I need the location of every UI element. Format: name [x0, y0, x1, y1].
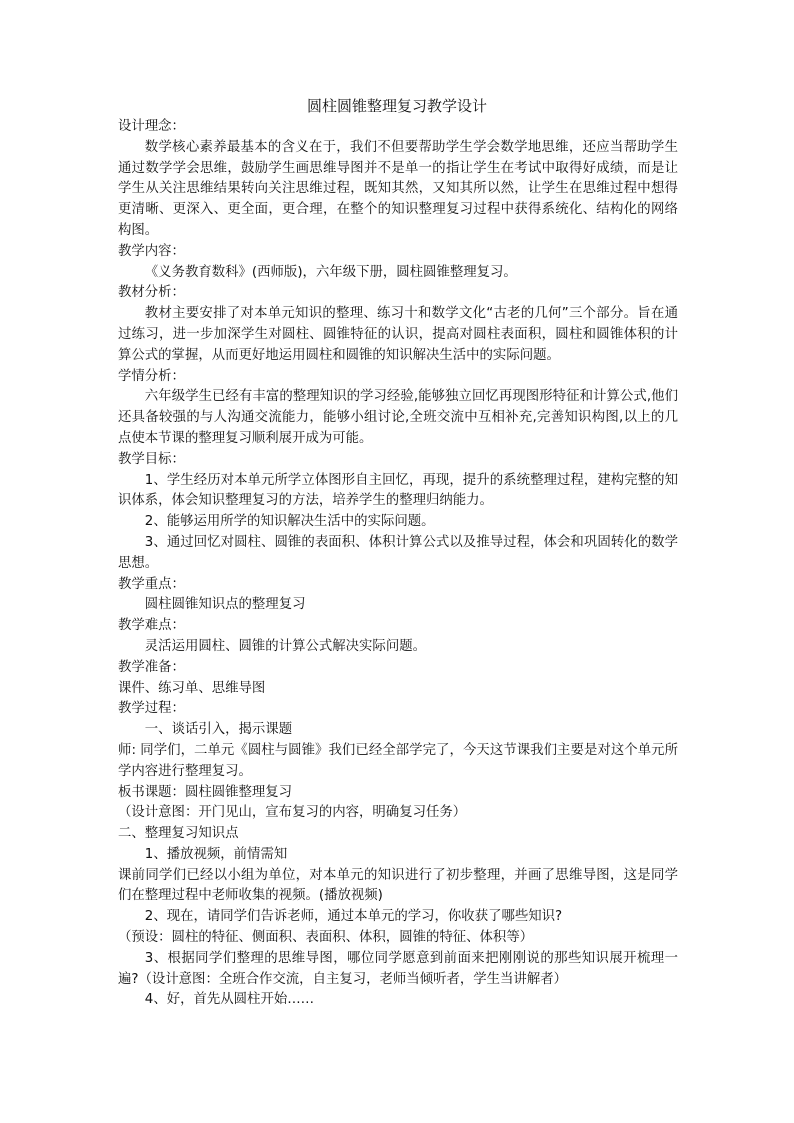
review-item-1: 1、播放视频，前情需知: [144, 846, 288, 862]
paragraph-key-points: 圆柱圆锥知识点的整理复习: [144, 597, 306, 613]
heading-key-points: 教学重点：: [118, 576, 185, 592]
paragraph-textbook-analysis: 教材主要安排了对本单元知识的整理、练习十和数学文化“古老的几何”三个部分。旨在通过练习，进一步加深学生对圆柱、圆锥特征的认识，提高对圆柱表面积，圆柱和圆锥体积的计算公式的掌握，从而更好地运用圆柱和圆锥的知识解决生活中的实际问题。: [118, 306, 678, 363]
heading-design-concept: 设计理念：: [118, 119, 185, 134]
review-item-3: 3、根据同学们整理的思维导图，哪位同学愿意到前面来把刚刚说的那些知识展开梳理一遍?（设计意图：全班合作交流，自主复习，老师当倾听者，学生当讲解者）: [118, 950, 678, 987]
paragraph-teacher-speech: 师: 同学们，二单元《圆柱与圆锥》我们已经全部学完了，今天这节课我们主要是对这个单元所学内容进行整理复习。: [118, 742, 678, 779]
document-title: 圆柱圆锥整理复习教学设计: [306, 97, 487, 115]
paragraph-preparation: 课件、练习单、思维导图: [118, 680, 266, 696]
heading-teaching-goals: 教学目标：: [118, 451, 185, 467]
paragraph-design-concept: 数学核心素养最基本的含义在于，我们不但要帮助学生学会数学地思维，还应当帮助学生通过数学学会思维，鼓励学生画思维导图并不是单一的指让学生在考试中取得好成绩，而是让学生从关注思维结果转向关注思维过程，既知其然，又知其所以然，让学生在思维过程中想得更清晰、更深入、更全面，更合理，在整个的知识整理复习过程中获得系统化、结构化的网络构图。: [118, 139, 678, 238]
heading-teaching-content: 教学内容：: [118, 243, 185, 259]
heading-textbook-analysis: 教材分析：: [118, 285, 185, 301]
paragraph-difficult-points: 灵活运用圆柱、圆锥的计算公式解决实际问题。: [144, 638, 426, 654]
goal-item-3: 3、通过回忆对圆柱、圆锥的表面积、体积计算公式以及推导过程，体会和巩固转化的数学思想。: [118, 534, 678, 571]
process-step-review: 二、整理复习知识点: [118, 826, 239, 842]
paragraph-board-title: 板书课题：圆柱圆锥整理复习: [118, 784, 293, 800]
paragraph-preset-answer: （预设：圆柱的特征、侧面积、表面积、体积，圆锥的特征、体积等）: [118, 930, 534, 946]
goal-item-1: 1、学生经历对本单元所学立体图形自主回忆，再现，提升的系统整理过程，建构完整的知识体系，体会知识整理复习的方法，培养学生的整理归纳能力。: [118, 472, 678, 509]
review-item-2: 2、现在，请同学们告诉老师，通过本单元的学习，你收获了哪些知识?: [144, 909, 563, 925]
heading-student-analysis: 学情分析：: [118, 368, 185, 384]
paragraph-teaching-content: 《义务教育数科》(西师版)，六年级下册，圆柱圆锥整理复习。: [144, 264, 517, 280]
paragraph-student-analysis: 六年级学生已经有丰富的整理知识的学习经验,能够独立回忆再现图形特征和计算公式,他们还具备较强的与人沟通交流能力，能够小组讨论,全班交流中互相补充,完善知识构图,以上的几点使本节课的整理复习顺利展开成为可能。: [118, 389, 678, 446]
paragraph-design-intent-1: （设计意图：开门见山，宣布复习的内容，明确复习任务）: [118, 805, 467, 821]
heading-preparation: 教学准备：: [118, 659, 185, 675]
process-step-intro: 一、谈话引入，揭示课题: [144, 722, 293, 738]
goal-item-2: 2、能够运用所学的知识解决生活中的实际问题。: [144, 514, 435, 530]
heading-difficult-points: 教学难点：: [118, 618, 185, 634]
document-body: [118, 117, 678, 1011]
review-item-4: 4、好，首先从圆柱开始……: [144, 992, 315, 1008]
paragraph-video-intro: 课前同学们已经以小组为单位，对本单元的知识进行了初步整理，并画了思维导图，这是同学们在整理过程中老师收集的视频。(播放视频): [118, 867, 678, 904]
heading-teaching-process: 教学过程：: [118, 701, 185, 717]
